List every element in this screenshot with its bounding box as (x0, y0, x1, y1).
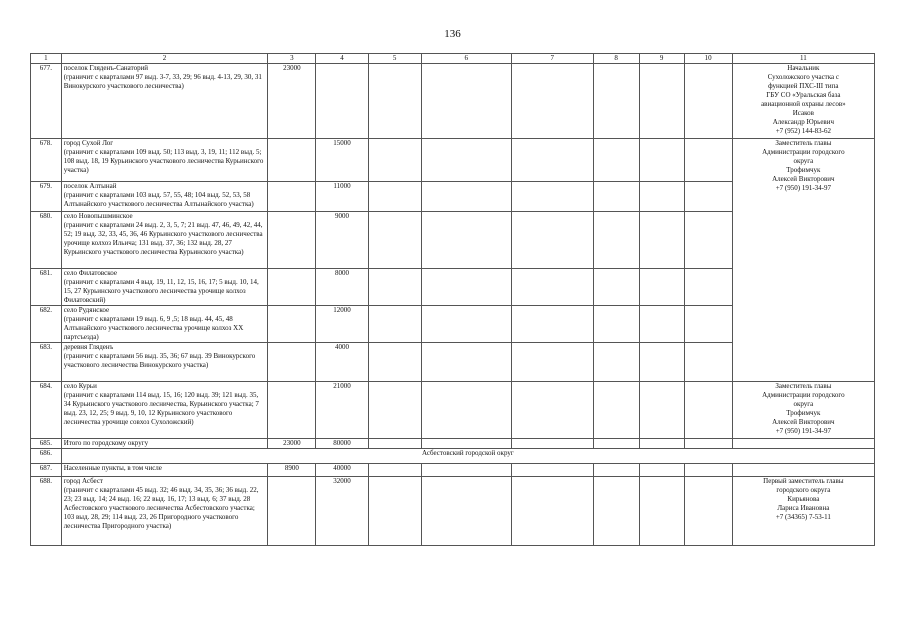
settlement-cell (61, 382, 268, 439)
settlement-detail: (граничит с кварталами 114 выд. 15, 16; 120 выд. 39; 121 выд. 35, 34 Курьинского участкового лесничества, Курьинского участка; 7 выд. 23, 12, 25; 9 выд. 9, 10, 12 Курьинского участкового лесничества урочище совхоз Сухоложский) (63, 391, 259, 426)
column-header: 4 (316, 54, 368, 64)
contact-line: авиационной охраны лесов» (761, 100, 846, 108)
value-cell: 8000 (316, 269, 368, 306)
contact-cell (732, 477, 874, 546)
settlement-name: город Асбест (63, 477, 103, 485)
column-header: 11 (732, 54, 874, 64)
value-cell: 8900 (268, 464, 316, 477)
contact-cell (732, 64, 874, 139)
value-cell (268, 212, 316, 269)
table-row (31, 477, 875, 546)
row-number: 680. (31, 212, 62, 269)
column-header: 1 (31, 54, 62, 64)
settlement-name: поселок Алтынай (63, 182, 117, 190)
settlement-cell (61, 477, 268, 546)
contact-line: Лариса Ивановна (777, 504, 830, 512)
value-cell: 11000 (316, 182, 368, 212)
column-header: 2 (61, 54, 268, 64)
value-cell: 32000 (316, 477, 368, 546)
table-row (31, 464, 875, 477)
value-cell: 12000 (316, 306, 368, 343)
value-cell: 21000 (316, 382, 368, 439)
contact-line: Алексей Викторович (772, 175, 835, 183)
table-row (31, 64, 875, 139)
value-cell (268, 306, 316, 343)
value-cell: 4000 (316, 343, 368, 382)
row-number: 682. (31, 306, 62, 343)
value-cell: 23000 (268, 439, 316, 449)
settlement-detail: (граничит с кварталами 24 выд. 2, 3, 5, 7; 21 выд. 47, 46, 49, 42, 44, 52; 19 выд. 32, 33, 45, 36, 46 Курьинского участкового лесничества урочище колхоз Ильича; 131 выд. 37, 36; 132 выд. 28, 27 Курьинского участкового лесничества Курьинского участка) (63, 221, 263, 256)
contact-line: +7 (952) 144-83-62 (775, 127, 831, 135)
row-number: 685. (31, 439, 62, 449)
table-row (31, 382, 875, 439)
contact-line: Начальник (787, 64, 820, 72)
row-number: 688. (31, 477, 62, 546)
column-header: 7 (511, 54, 593, 64)
settlement-name: Населенные пункты, в том числе (61, 464, 268, 477)
contact-line: Трофимчук (786, 409, 821, 417)
value-cell (268, 269, 316, 306)
settlement-detail: (граничит с кварталами 4 выд. 19, 11, 12, 15, 16, 17; 5 выд. 10, 14, 15, 27 Курьинского участкового лесничества урочище колхоз Филатовский) (63, 278, 259, 304)
settlement-detail: (граничит с кварталами 56 выд. 35, 36; 67 выд. 39 Винокурского участкового лесничества Винокурского участка) (63, 352, 256, 369)
settlement-cell (61, 306, 268, 343)
settlement-detail: (граничит с кварталами 103 выд. 57, 55, 48; 104 выд. 52, 53, 58 Алтынайского участкового лесничества Алтынайского участка) (63, 191, 254, 208)
column-header: 10 (684, 54, 732, 64)
header-row (31, 54, 875, 64)
contact-cell (732, 382, 874, 439)
settlement-cell (61, 139, 268, 182)
settlement-cell (61, 182, 268, 212)
contact-cell (732, 139, 874, 382)
settlement-cell (61, 212, 268, 269)
value-cell: 40000 (316, 464, 368, 477)
row-number: 681. (31, 269, 62, 306)
contact-line: округа (793, 400, 814, 408)
settlement-name: Итого по городскому округу (61, 439, 268, 449)
contact-line: +7 (950) 191-34-97 (775, 184, 831, 192)
value-cell (268, 382, 316, 439)
value-cell (268, 477, 316, 546)
contact-line: городского округа (776, 486, 831, 494)
settlement-detail: (граничит с кварталами 45 выд. 32; 46 выд. 34, 35, 36; 36 выд. 22, 23; 23 выд. 14; 24 выд. 16; 22 выд. 16, 17; 13 выд. 6; 37 выд. 28 Асбестовского участкового лесничества Асбестовского участка; 103 выд. 28, 29; 114 выд. 23, 26 Пригородного участкового лесничества Пригородного участка) (63, 486, 259, 530)
value-cell (268, 139, 316, 182)
settlement-name: деревня Гляденъ (63, 343, 114, 351)
contact-line: Исаков (792, 109, 814, 117)
settlement-detail: (граничит с кварталами 109 выд. 50; 113 выд. 3, 19, 11; 112 выд. 5; 108 выд. 18, 19 Курьинского участкового лесничества Курьинского участка) (63, 148, 264, 174)
column-header: 9 (639, 54, 684, 64)
row-number: 684. (31, 382, 62, 439)
value-cell: 15000 (316, 139, 368, 182)
contact-line: Алексей Викторович (772, 418, 835, 426)
value-cell (268, 182, 316, 212)
column-header: 6 (421, 54, 511, 64)
contact-line: Заместитель главы (775, 139, 832, 147)
contact-line: Администрации городского (762, 148, 845, 156)
settlement-cell (61, 269, 268, 306)
document-table (30, 53, 875, 546)
contact-line: +7 (950) 191-34-97 (775, 427, 831, 435)
row-number: 677. (31, 64, 62, 139)
settlement-name: село Филатовское (63, 269, 118, 277)
contact-line: округа (793, 157, 814, 165)
settlement-name: село Курьи (63, 382, 97, 390)
contact-line: Сухоложского участка с (767, 73, 840, 81)
settlement-cell (61, 343, 268, 382)
row-number: 687. (31, 464, 62, 477)
column-header: 5 (368, 54, 421, 64)
settlement-name: село Новопышминское (63, 212, 133, 220)
settlement-cell (61, 64, 268, 139)
settlement-name: город Сухой Лог (63, 139, 114, 147)
contact-line: Администрации городского (762, 391, 845, 399)
contact-line: функцией ПХС-III типа (768, 82, 839, 90)
contact-line: ГБУ СО «Уральская база (766, 91, 841, 99)
contact-line: +7 (34365) 7-53-11 (775, 513, 831, 521)
page-number: 136 (444, 28, 461, 40)
region-heading: Асбестовский городской округ (61, 449, 874, 464)
column-header: 8 (593, 54, 639, 64)
value-cell (316, 64, 368, 139)
value-cell: 80000 (316, 439, 368, 449)
table-row (31, 449, 875, 464)
row-number: 686. (31, 449, 62, 464)
contact-line: Заместитель главы (775, 382, 832, 390)
contact-line: Александр Юрьевич (772, 118, 835, 126)
row-number: 683. (31, 343, 62, 382)
contact-line: Первый заместитель главы (763, 477, 844, 485)
settlement-detail: (граничит с кварталами 19 выд. 6, 9 ,5; 18 выд. 44, 45, 48 Алтынайского участкового лесничества урочище колхоз XX партсъезда) (63, 315, 244, 341)
row-number: 678. (31, 139, 62, 182)
settlement-name: поселок Гляденъ-Санаторий (63, 64, 149, 72)
column-header: 3 (268, 54, 316, 64)
settlement-detail: (граничит с кварталами 97 выд. 3-7, 33, 29; 96 выд. 4-13, 29, 30, 31 Винокурского участкового лесничества) (63, 73, 262, 90)
value-cell (268, 343, 316, 382)
value-cell: 9000 (316, 212, 368, 269)
row-number: 679. (31, 182, 62, 212)
table-row (31, 139, 875, 182)
table-row (31, 439, 875, 449)
value-cell: 23000 (268, 64, 316, 139)
contact-line: Кирьянова (787, 495, 820, 503)
settlement-name: село Рудянское (63, 306, 110, 314)
contact-line: Трофимчук (786, 166, 821, 174)
